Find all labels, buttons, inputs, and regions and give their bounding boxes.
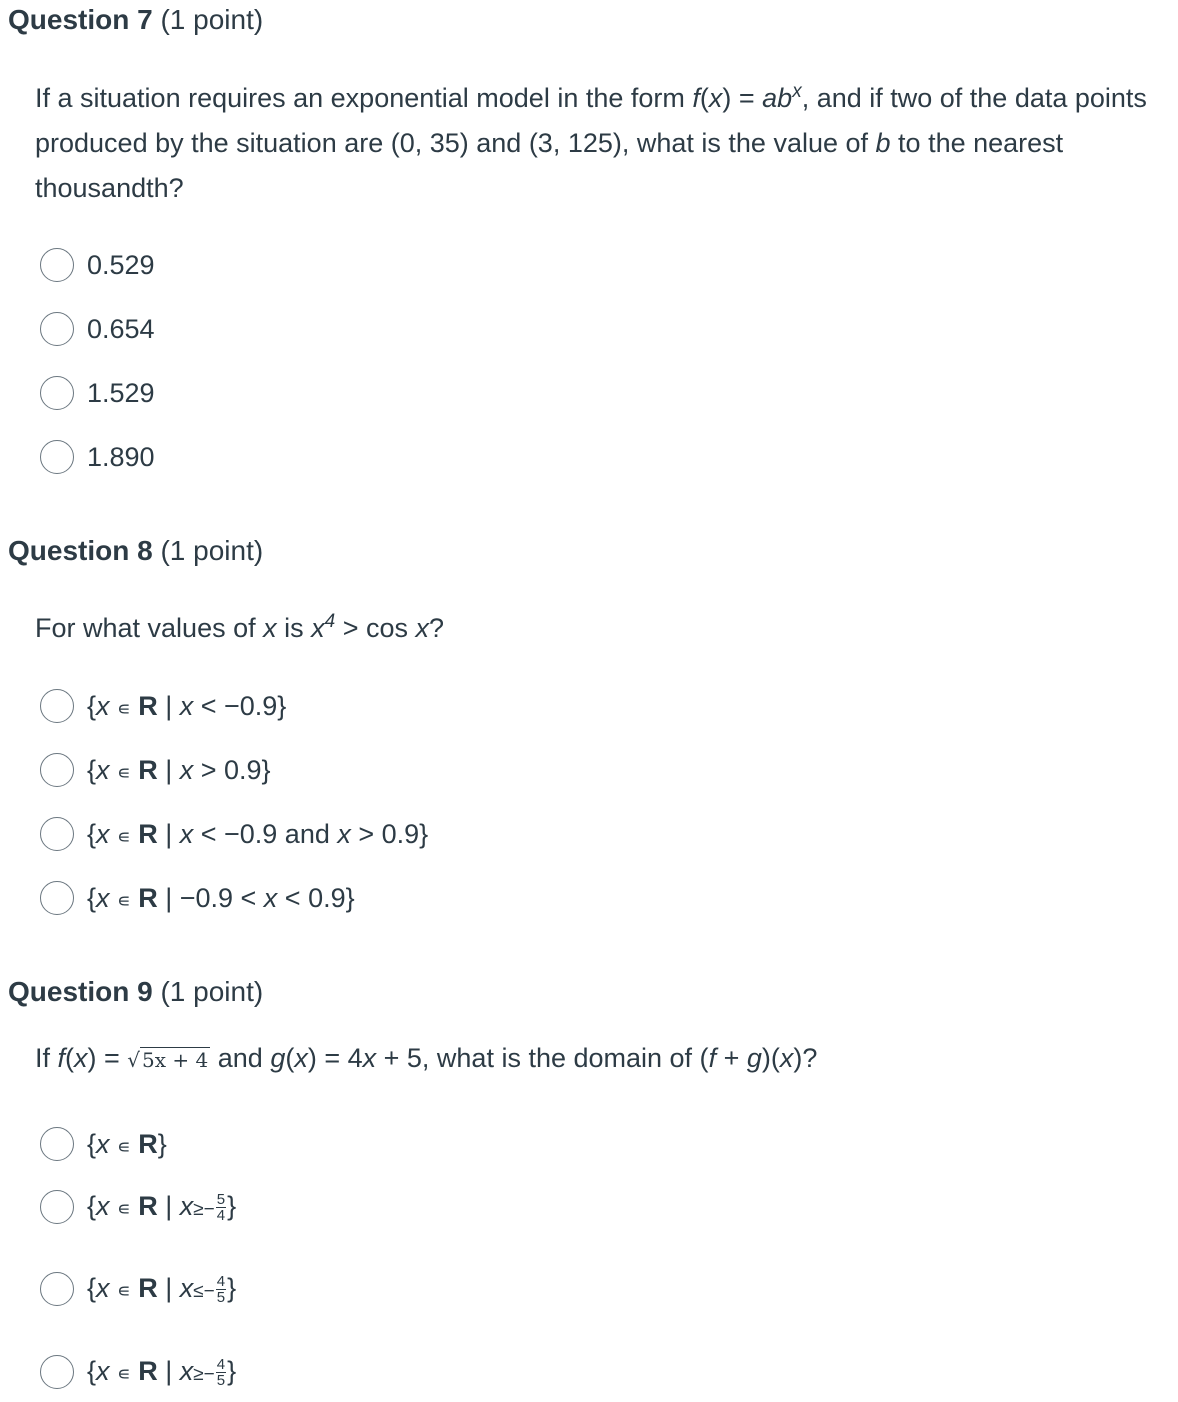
fraction: $\frac{4}{5}$	[216, 1273, 226, 1307]
q9-option-3[interactable]	[40, 1269, 236, 1309]
radio-button[interactable]	[40, 1127, 74, 1161]
q7-option-1[interactable]	[40, 245, 155, 285]
question-number: Question 9	[8, 976, 153, 1007]
radio-button[interactable]	[40, 1272, 74, 1306]
question-7-text: If a situation requires an exponential model in the form $f(x) = ab^x$, and if two of the data points produced by the situation are (0, 35) and (3, 125), what is the value of b to the nearest thousandth?	[35, 81, 1147, 203]
square-root: √ 5x + 4	[127, 1048, 209, 1072]
radio-button[interactable]	[40, 1355, 74, 1389]
option-label: {x ∊ R | x < −0.9 and x > 0.9}	[87, 818, 429, 849]
question-points: (1 point)	[160, 4, 264, 35]
radio-button[interactable]	[40, 248, 74, 282]
q8-option-3[interactable]	[40, 814, 428, 854]
question-number: Question 7	[8, 4, 153, 35]
radio-button[interactable]	[40, 440, 74, 474]
option-label: 0.654	[87, 313, 155, 344]
radio-button[interactable]	[40, 753, 74, 787]
q7-option-3[interactable]	[40, 373, 155, 413]
question-9-text: If f(x) = √ 5x + 4 and g(x) = 4x + 5, what is the domain of (f + g)(x)?	[35, 1036, 1170, 1083]
question-9-title	[8, 976, 263, 1008]
option-label: 0.529	[87, 249, 155, 280]
q9-option-4[interactable]	[40, 1352, 236, 1392]
option-label: {x ∊ R}	[87, 1128, 167, 1159]
q9-option-2[interactable]	[40, 1187, 236, 1227]
option-label: {x ∊ R | x > 0.9}	[87, 754, 271, 785]
radio-button[interactable]	[40, 1190, 74, 1224]
option-label: 1.890	[87, 441, 155, 472]
q8-option-2[interactable]	[40, 750, 271, 790]
question-8-title	[8, 535, 263, 567]
q8-option-1[interactable]	[40, 686, 286, 726]
radio-button[interactable]	[40, 817, 74, 851]
q7-option-4[interactable]	[40, 437, 155, 477]
question-number: Question 8	[8, 535, 153, 566]
fraction: $\frac{5}{4}$	[216, 1191, 226, 1225]
radio-button[interactable]	[40, 881, 74, 915]
option-label: {x ∊ R | x≤− $\frac{4}{5}$ }	[87, 1272, 237, 1307]
option-label: 1.529	[87, 377, 155, 408]
radio-button[interactable]	[40, 689, 74, 723]
radio-button[interactable]	[40, 376, 74, 410]
question-8-text: For what values of x is $x^4 > \cos x$?	[35, 611, 445, 643]
option-label: {x ∊ R | −0.9 < x < 0.9}	[87, 882, 355, 913]
question-points: (1 point)	[160, 535, 264, 566]
radio-button[interactable]	[40, 312, 74, 346]
question-7-title	[8, 4, 263, 36]
option-label: {x ∊ R | x≥− $\frac{4}{5}$ }	[87, 1355, 237, 1390]
option-label: {x ∊ R | x < −0.9}	[87, 690, 287, 721]
q7-option-2[interactable]	[40, 309, 155, 349]
question-points: (1 point)	[160, 976, 264, 1007]
q9-option-1[interactable]	[40, 1124, 167, 1164]
option-label: {x ∊ R | x≥− $\frac{5}{4}$ }	[87, 1190, 237, 1225]
q8-option-4[interactable]	[40, 878, 355, 918]
fraction: $\frac{4}{5}$	[216, 1356, 226, 1390]
